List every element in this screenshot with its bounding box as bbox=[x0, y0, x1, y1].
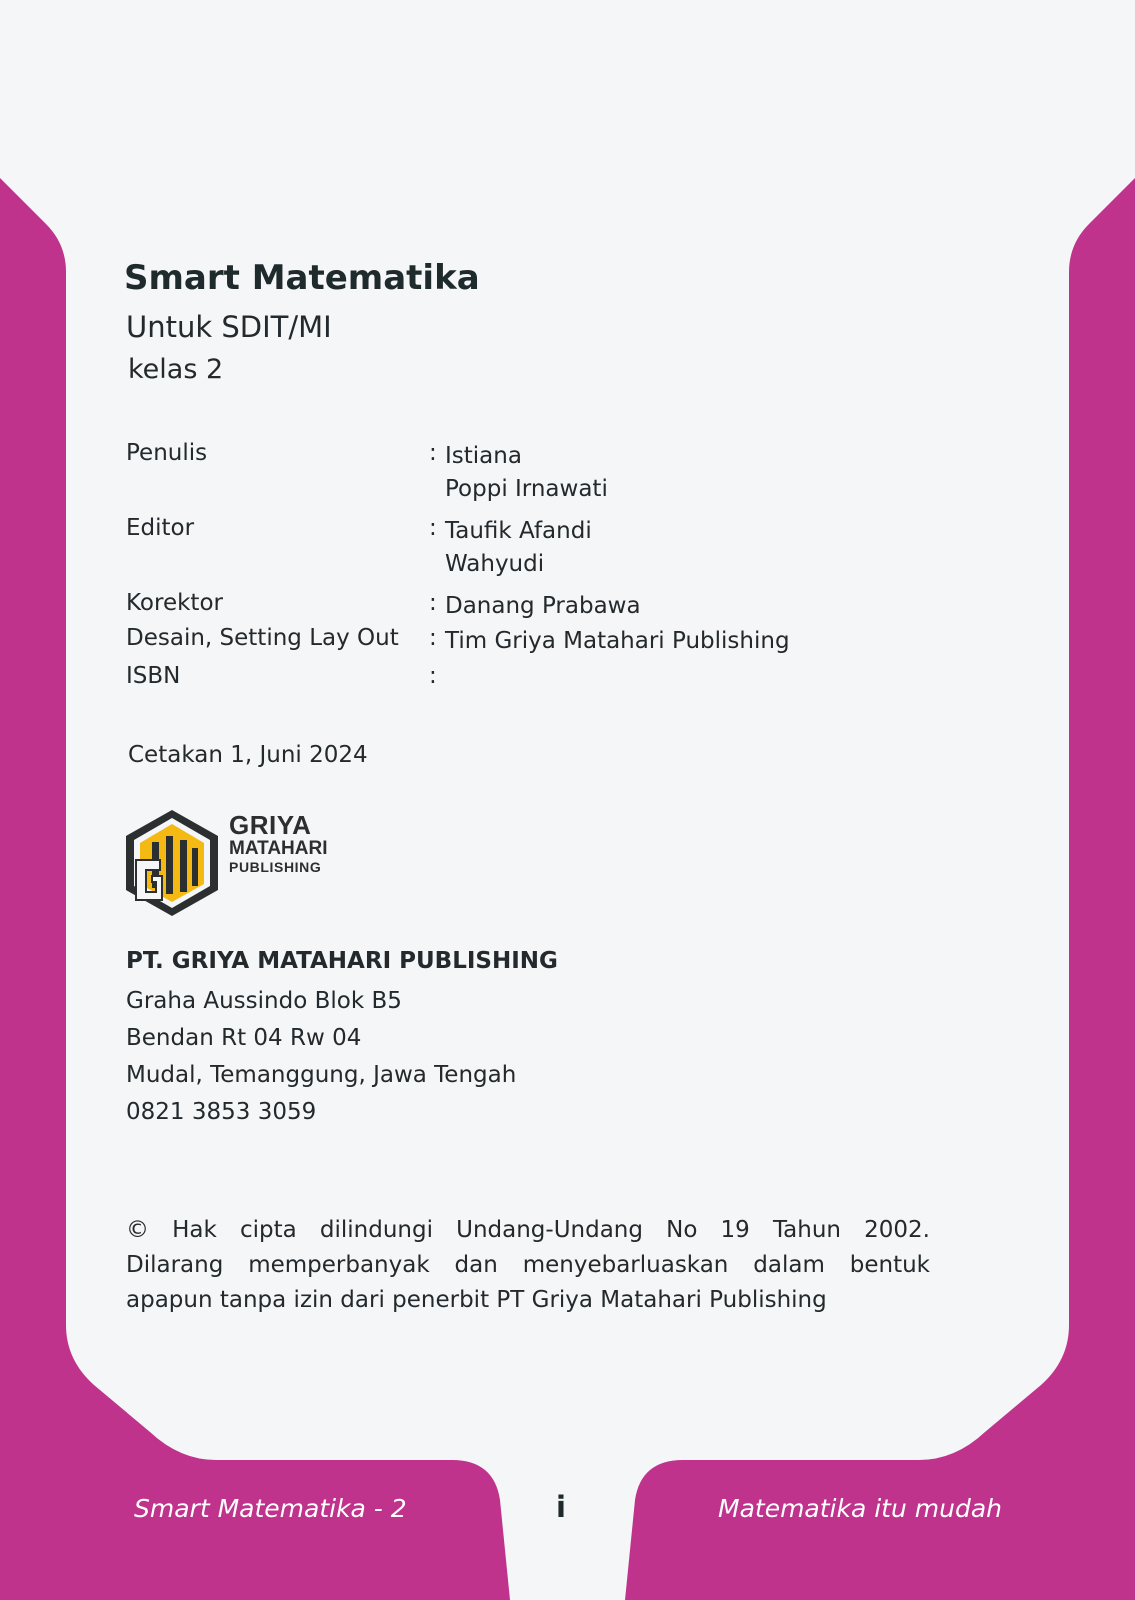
logo-line: MATAHARI bbox=[229, 838, 328, 859]
credit-label: Penulis bbox=[126, 440, 208, 466]
book-subtitle: Untuk SDIT/MI bbox=[126, 310, 332, 344]
credit-row-editor bbox=[126, 515, 790, 581]
credit-colon: : bbox=[429, 625, 437, 651]
frame-left bbox=[0, 178, 510, 1600]
book-title: Smart Matematika bbox=[124, 258, 480, 298]
credit-values bbox=[445, 590, 641, 623]
address-line: Bendan Rt 04 Rw 04 bbox=[126, 1025, 362, 1051]
credit-value: Poppi Irnawati bbox=[445, 476, 608, 502]
credit-values bbox=[445, 515, 592, 581]
address-line: Mudal, Temanggung, Jawa Tengah bbox=[126, 1062, 517, 1088]
logo-line: GRIYA bbox=[229, 810, 312, 840]
footer-book-title: Smart Matematika - 2 bbox=[134, 1494, 407, 1523]
printing-edition: Cetakan 1, Juni 2024 bbox=[128, 742, 368, 768]
credit-row-isbn bbox=[126, 663, 790, 689]
copyright-line: © Hak cipta dilindungi Undang-Undang No 19 Tahun 2002. bbox=[126, 1217, 930, 1243]
copyright-notice bbox=[126, 1213, 930, 1318]
credit-colon: : bbox=[429, 590, 437, 616]
address-line: Graha Aussindo Blok B5 bbox=[126, 988, 402, 1014]
credit-row-penulis bbox=[126, 440, 790, 506]
publisher-address bbox=[126, 983, 516, 1131]
publisher-name: PT. GRIYA MATAHARI PUBLISHING bbox=[126, 948, 558, 974]
credit-value: Tim Griya Matahari Publishing bbox=[445, 628, 790, 654]
footer-tagline: Matematika itu mudah bbox=[718, 1494, 1003, 1523]
address-line: 0821 3853 3059 bbox=[126, 1099, 317, 1125]
credit-row-korektor bbox=[126, 590, 790, 623]
credit-label: Desain, Setting Lay Out bbox=[126, 625, 399, 651]
credit-colon: : bbox=[429, 440, 437, 466]
griya-matahari-logo-icon bbox=[124, 808, 224, 918]
credit-value: Istiana bbox=[445, 443, 522, 469]
credit-colon: : bbox=[429, 663, 437, 689]
credit-row-desain bbox=[126, 625, 790, 658]
credit-label: Korektor bbox=[126, 590, 223, 616]
copyright-line: Dilarang memperbanyak dan menyebarluaskan dalam bentuk bbox=[126, 1252, 930, 1278]
credit-value: Taufik Afandi bbox=[445, 518, 592, 544]
page-number: i bbox=[556, 1490, 566, 1524]
credit-label: Editor bbox=[126, 515, 195, 541]
credit-colon: : bbox=[429, 515, 437, 541]
copyright-line: apapun tanpa izin dari penerbit PT Griya Matahari Publishing bbox=[126, 1287, 827, 1313]
frame-right bbox=[625, 178, 1135, 1600]
credit-values bbox=[445, 440, 608, 506]
credit-value: Wahyudi bbox=[445, 551, 545, 577]
credit-value: Danang Prabawa bbox=[445, 593, 641, 619]
credit-values bbox=[445, 625, 790, 658]
logo-wordmark bbox=[229, 812, 328, 874]
logo-line: PUBLISHING bbox=[229, 859, 322, 875]
publisher-logo bbox=[124, 808, 328, 922]
book-grade: kelas 2 bbox=[128, 354, 224, 385]
credits-list bbox=[126, 440, 790, 698]
credit-label: ISBN bbox=[126, 663, 181, 689]
